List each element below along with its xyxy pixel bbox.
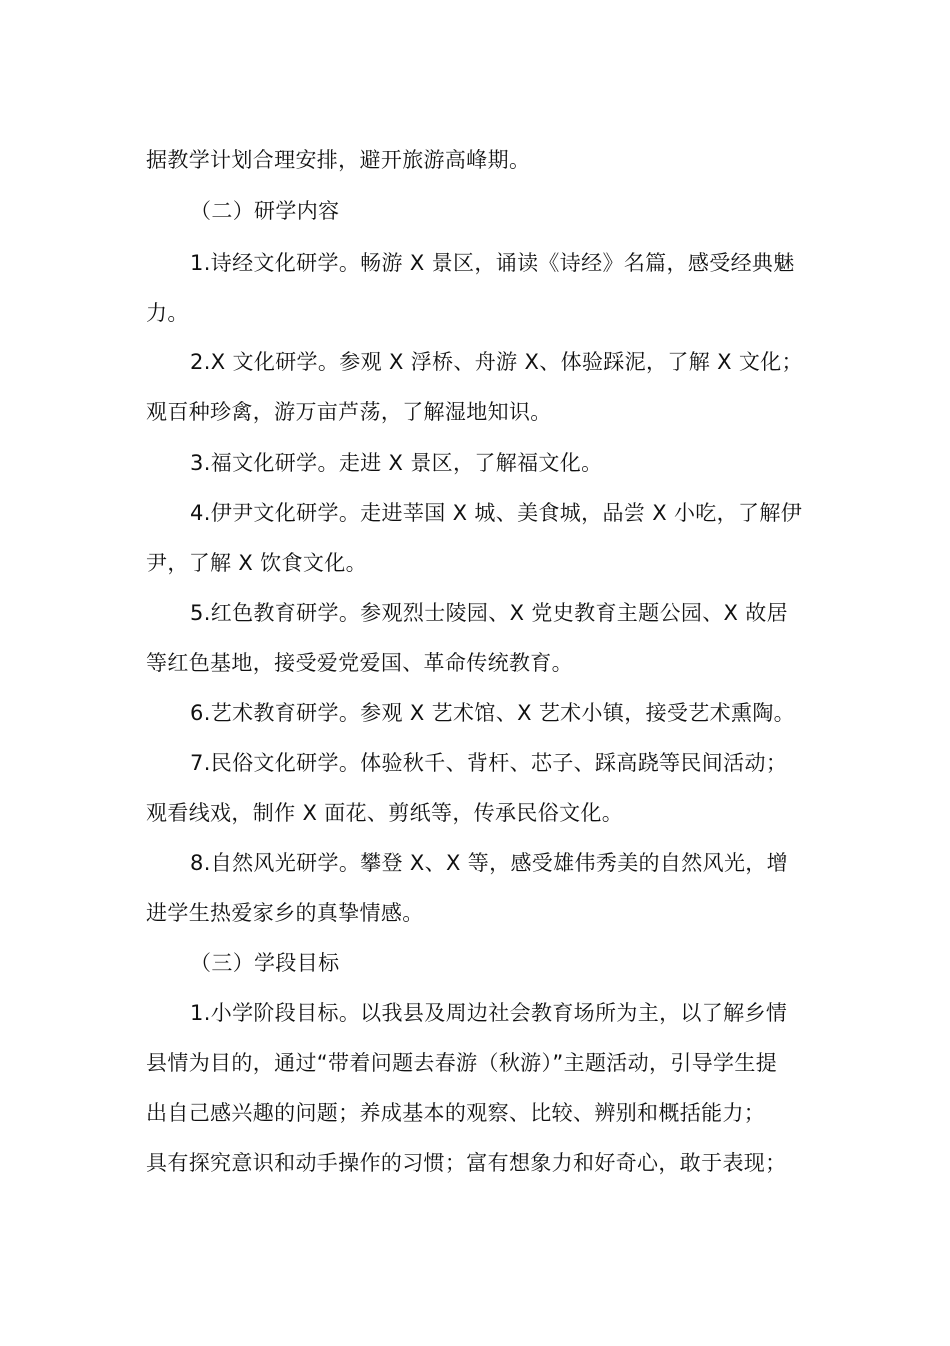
text-line: 县情为目的，通过“带着问题去春游（秋游）”主题活动，引导学生提: [146, 1051, 778, 1075]
text-line: 5.红色教育研学。参观烈士陵园、X 党史教育主题公园、X 故居: [190, 601, 789, 625]
section-heading: （二）研学内容: [190, 199, 340, 223]
text-line: 4.伊尹文化研学。走进莘国 X 城、美食城，品尝 X 小吃，了解伊: [190, 501, 803, 525]
text-line: 3.福文化研学。走进 X 景区，了解福文化。: [190, 451, 603, 475]
text-line: 力。: [146, 301, 189, 325]
text-line: 具有探究意识和动手操作的习惯；富有想象力和好奇心，敢于表现；: [146, 1151, 787, 1175]
text-line: 观百种珍禽，游万亩芦荡，了解湿地知识。: [146, 400, 552, 424]
text-line: 尹，了解 X 饮食文化。: [146, 551, 367, 575]
text-line: 等红色基地，接受爱党爱国、革命传统教育。: [146, 651, 573, 675]
text-line: 8.自然风光研学。攀登 X、X 等，感受雄伟秀美的自然风光，增: [190, 851, 789, 875]
text-line: 2.X 文化研学。参观 X 浮桥、舟游 X、体验踩泥，了解 X 文化；: [190, 350, 803, 374]
text-line: 进学生热爱家乡的真挚情感。: [146, 901, 424, 925]
text-line: 1.诗经文化研学。畅游 X 景区，诵读《诗经》名篇，感受经典魅: [190, 251, 795, 275]
text-line: 7.民俗文化研学。体验秋千、背杆、芯子、踩高跷等民间活动；: [190, 751, 788, 775]
text-line: 据教学计划合理安排，避开旅游高峰期。: [146, 148, 531, 172]
text-line: 观看线戏，制作 X 面花、剪纸等，传承民俗文化。: [146, 801, 624, 825]
text-line: 1.小学阶段目标。以我县及周边社会教育场所为主，以了解乡情: [190, 1001, 788, 1025]
section-heading: （三）学段目标: [190, 951, 340, 975]
text-line: 6.艺术教育研学。参观 X 艺术馆、X 艺术小镇，接受艺术熏陶。: [190, 701, 796, 725]
text-line: 出自己感兴趣的问题；养成基本的观察、比较、辨别和概括能力；: [146, 1101, 766, 1125]
